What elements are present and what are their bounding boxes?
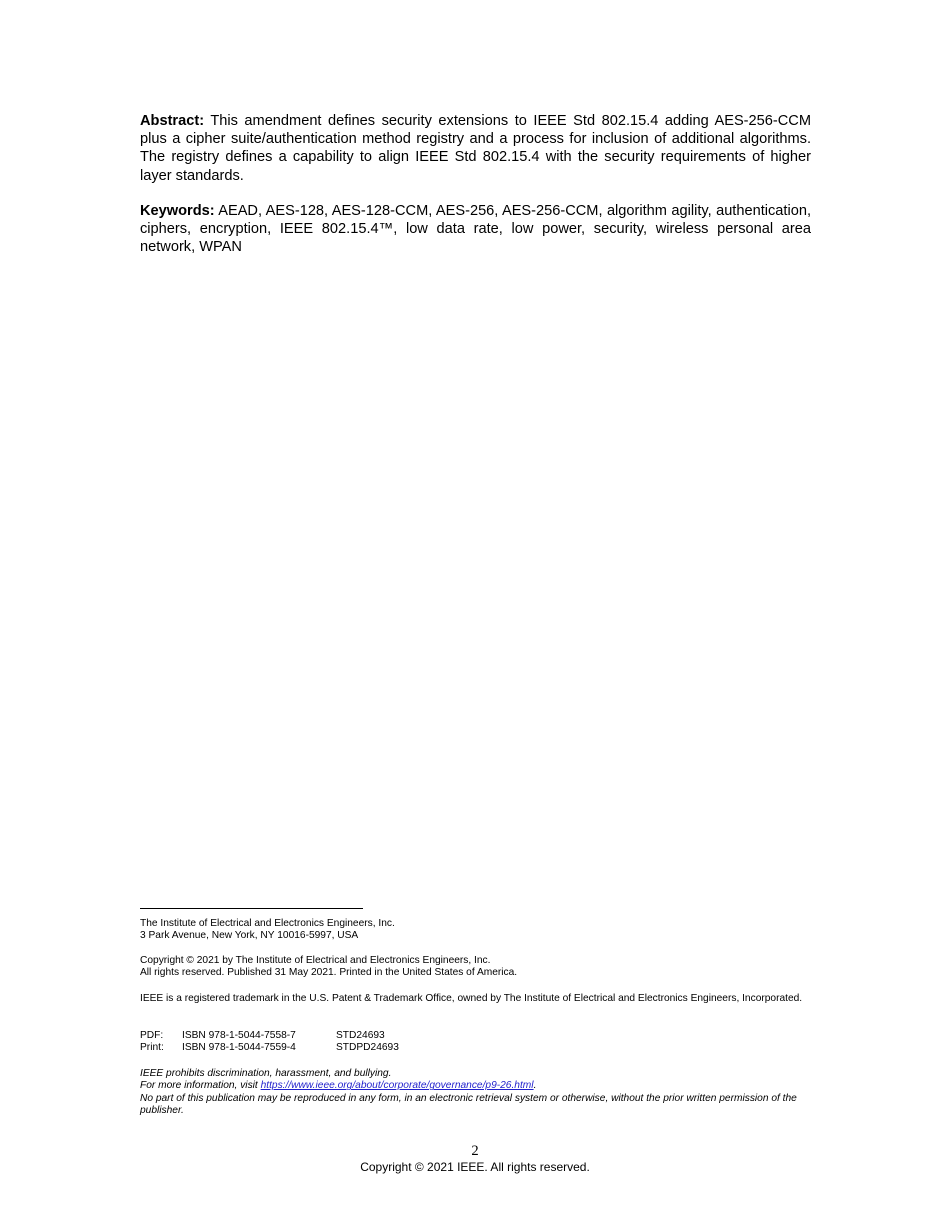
isbn-number: ISBN 978-1-5044-7559-4: [182, 1042, 296, 1054]
notice-line-3: No part of this publication may be reproduced in any form, in an electronic retrieval system or otherwise, without the prior written permission of the publisher.: [140, 1092, 797, 1117]
trademark-block: [140, 993, 812, 1005]
notice-line-1: IEEE prohibits discrimination, harassment, and bullying.: [140, 1068, 392, 1079]
keywords-text: AEAD, AES-128, AES-128-CCM, AES-256, AES-256-CCM, algorithm agility, authentication, ciphers, encryption, IEEE 802.15.4™, low data rate, low power, security, wireless personal area network, WPAN: [140, 203, 812, 256]
abstract-label: Abstract:: [140, 113, 205, 129]
copyright-line-2: All rights reserved. Published 31 May 2021. Printed in the United States of America.: [140, 967, 518, 979]
abstract-text: This amendment defines security extensions to IEEE Std 802.15.4 adding AES-256-CCM plus a cipher suite/authentication method registry and a process for inclusion of additional algorithms. The registry defines a capability to align IEEE Std 802.15.4 with the security requirements of higher layer standards.: [140, 113, 811, 184]
isbn-code: STDPD24693: [336, 1042, 399, 1054]
notice-block: [140, 1068, 812, 1118]
notice-prefix: For more information, visit: [140, 1080, 261, 1092]
publisher-address: 3 Park Avenue, New York, NY 10016-5997, USA: [140, 930, 359, 942]
abstract-paragraph: [140, 112, 811, 185]
trademark-text: IEEE is a registered trademark in the U.S. Patent & Trademark Office, owned by The Institute of Electrical and Electronics Engineers, Incorporated.: [140, 993, 803, 1004]
page-number: 2: [471, 1143, 479, 1159]
isbn-row-print: [140, 1042, 812, 1054]
copyright-line-1: Copyright © 2021 by The Institute of Electrical and Electronics Engineers, Inc.: [140, 955, 491, 966]
governance-link[interactable]: https://www.ieee.org/about/corporate/governance/p9-26.html: [260, 1080, 534, 1092]
isbn-type: PDF:: [140, 1030, 164, 1041]
isbn-type: Print:: [140, 1042, 164, 1054]
publisher-block: [140, 918, 812, 943]
footer-copyright: Copyright © 2021 IEEE. All rights reserved.: [360, 1160, 590, 1174]
isbn-row-pdf: [140, 1030, 812, 1042]
footnote-divider: [140, 908, 363, 909]
notice-line-2: [140, 1080, 812, 1092]
isbn-block: [140, 1030, 812, 1055]
keywords-paragraph: [140, 202, 811, 257]
publisher-name: The Institute of Electrical and Electronics Engineers, Inc.: [140, 918, 395, 929]
isbn-code: STD24693: [336, 1030, 385, 1041]
notice-suffix: .: [533, 1080, 537, 1092]
keywords-label: Keywords:: [140, 203, 215, 219]
isbn-number: ISBN 978-1-5044-7558-7: [182, 1030, 296, 1041]
copyright-block: [140, 955, 812, 980]
